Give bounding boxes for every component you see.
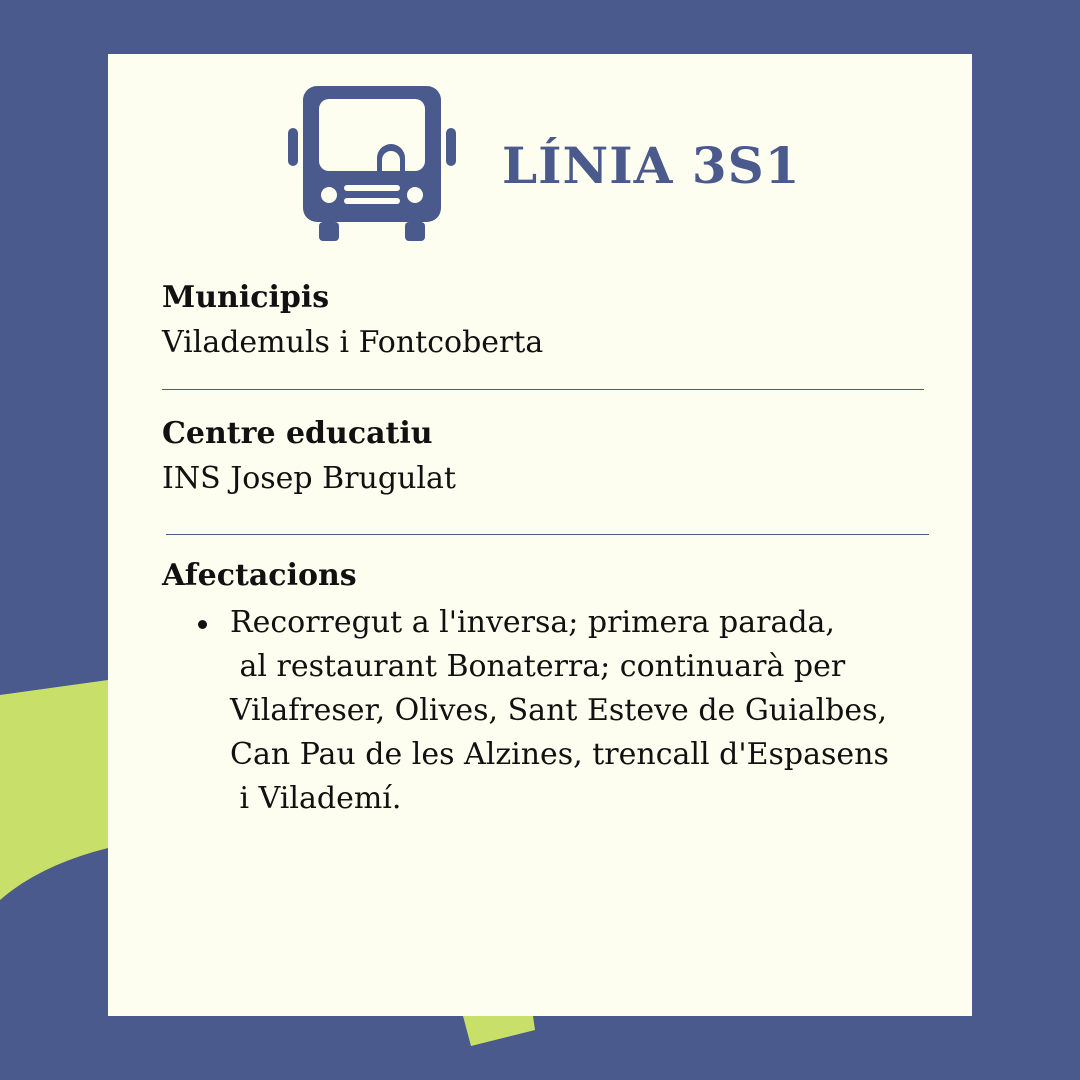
- afectacio-line: al restaurant Bonaterra; continuarà per: [230, 649, 846, 684]
- info-card: [108, 54, 972, 1016]
- divider-1: [162, 389, 924, 390]
- centre-label: Centre educatiu: [162, 416, 433, 451]
- bus-icon: [288, 86, 458, 246]
- municipis-label: Municipis: [162, 280, 330, 315]
- afectacio-line: Recorregut a l'inversa; primera parada,: [230, 605, 835, 640]
- green-strip-shape: [463, 1016, 535, 1046]
- list-item: [162, 601, 930, 821]
- afectacions-label: Afectacions: [162, 558, 357, 593]
- divider-2: [166, 534, 929, 535]
- municipis-value: Vilademuls i Fontcoberta: [162, 325, 544, 360]
- section-afectacions: [162, 558, 930, 821]
- page-title: LÍNIA 3S1: [502, 136, 801, 195]
- section-municipis: [162, 280, 543, 360]
- section-centre-educatiu: [162, 416, 456, 496]
- afectacio-line: Vilafreser, Olives, Sant Esteve de Guialbes,: [230, 693, 888, 728]
- afectacions-list: [162, 601, 930, 821]
- centre-value: INS Josep Brugulat: [162, 461, 456, 496]
- afectacio-line: i Vilademí.: [230, 781, 402, 816]
- green-wave-shape: [0, 680, 108, 900]
- afectacio-line: Can Pau de les Alzines, trencall d'Espasens: [230, 737, 889, 772]
- bullet-icon: [198, 620, 207, 629]
